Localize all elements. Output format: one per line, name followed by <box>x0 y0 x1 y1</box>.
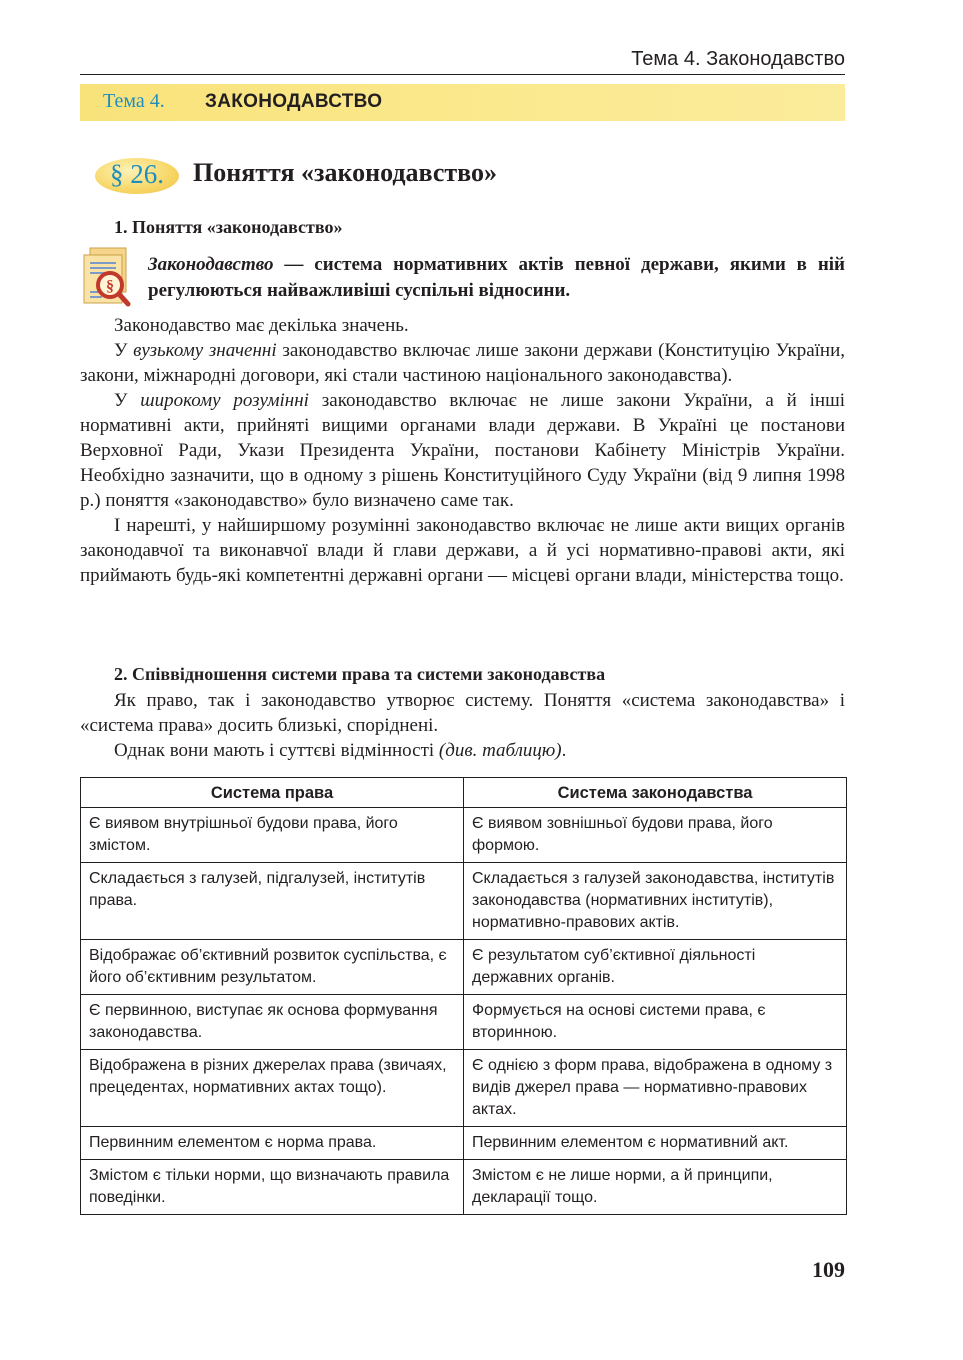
section-title: Поняття «законодавство» <box>193 158 498 187</box>
paragraph: І нарешті, у найширшому розумінні законодавство включає не лише акти вищих органів законодавчої та виконавчої влади й глави держави, а й усі нормативно-правові акти, які приймають будь-які компетентні державні органи — місцеві органи влади, міністерства тощо. <box>80 515 845 586</box>
table-cell: Складається з галузей законодавства, інститутів законодавства (нормативних інститутів), нормативно-правових актів. <box>464 863 847 940</box>
body-section-2 <box>80 688 845 763</box>
table-cell: Змістом є тільки норми, що визначають правила поведінки. <box>81 1160 464 1215</box>
table-row <box>81 808 847 863</box>
running-head-title: Тема 4. Законодавство <box>631 48 845 70</box>
svg-text:§: § <box>106 278 114 295</box>
document-magnifier-icon <box>80 246 136 308</box>
paragraph: Як право, так і законодавство утворює систему. Поняття «система законодавства» і «система права» досить близькі, споріднені. <box>80 690 845 736</box>
table-row <box>81 1050 847 1127</box>
table-cell: Формується на основі системи права, є вторинною. <box>464 995 847 1050</box>
table-cell: Є виявом внутрішньої будови права, його змістом. <box>81 808 464 863</box>
definition-term: Законодавство <box>148 254 274 275</box>
paragraph: Однак вони мають і суттєві відмінності (див. таблицю). <box>114 740 567 761</box>
section-number: § 26. <box>110 159 164 189</box>
body-section-1 <box>80 313 845 588</box>
theme-banner <box>80 84 845 121</box>
table-cell: Складається з галузей, підгалузей, інститутів права. <box>81 863 464 940</box>
table-row <box>81 940 847 995</box>
table-cell: Є виявом зовнішньої будови права, його формою. <box>464 808 847 863</box>
subsection-heading-1: 1. Поняття «законодавство» <box>114 217 343 237</box>
table-cell: Є результатом суб’єктивної діяльності державних органів. <box>464 940 847 995</box>
column-header-legislation-system: Система законодавства <box>464 778 847 808</box>
table-cell: Є первинною, виступає як основа формування законодавства. <box>81 995 464 1050</box>
column-header-law-system: Система права <box>81 778 464 808</box>
theme-title: ЗАКОНОДАВСТВО <box>205 91 383 112</box>
table-cell: Є однією з форм права, відображена в одному з видів джерел права — нормативно-правових актах. <box>464 1050 847 1127</box>
definition-text <box>148 252 845 304</box>
subsection-heading-2: 2. Співвідношення системи права та системи законодавства <box>114 664 606 684</box>
table-cell: Первинним елементом є норма права. <box>81 1127 464 1160</box>
table-row <box>81 1160 847 1215</box>
table-cell: Змістом є не лише норми, а й принципи, декларації тощо. <box>464 1160 847 1215</box>
table-row <box>81 995 847 1050</box>
page-number: 109 <box>812 1257 845 1282</box>
section-number-badge <box>95 158 179 194</box>
definition-body: — система нормативних актів певної держави, якими в ній регулюються найважливіші суспільні відносини. <box>148 254 845 301</box>
table-row <box>81 863 847 940</box>
comparison-table <box>80 777 847 1215</box>
table-cell: Відображена в різних джерелах права (звичаях, прецедентах, нормативних актах тощо). <box>81 1050 464 1127</box>
table-row <box>81 1127 847 1160</box>
table-header-row <box>81 778 847 808</box>
table-cell: Первинним елементом є нормативний акт. <box>464 1127 847 1160</box>
theme-number: Тема 4. <box>103 90 165 112</box>
running-head <box>80 46 845 75</box>
table-cell: Відображає об’єктивний розвиток суспільства, є його об’єктивним результатом. <box>81 940 464 995</box>
paragraph: Законодавство має декілька значень. <box>114 315 409 336</box>
paragraph: У широкому розумінні законодавство включає не лише закони України, а й інші нормативні акти, прийняті вищими органами влади держави. В Україні це постанови Верховної Ради, Укази Президента України, постанови Кабінету Міністрів України. Необхідно зазначити, що в одному з рішень Конституційного Суду України (від 9 липня 1998 р.) поняття «законодавство» було визначено саме так. <box>80 390 845 511</box>
paragraph: У вузькому значенні законодавство включає лише закони держави (Конституцію України, закони, міжнародні договори, які стали частиною національного законодавства). <box>80 340 845 386</box>
